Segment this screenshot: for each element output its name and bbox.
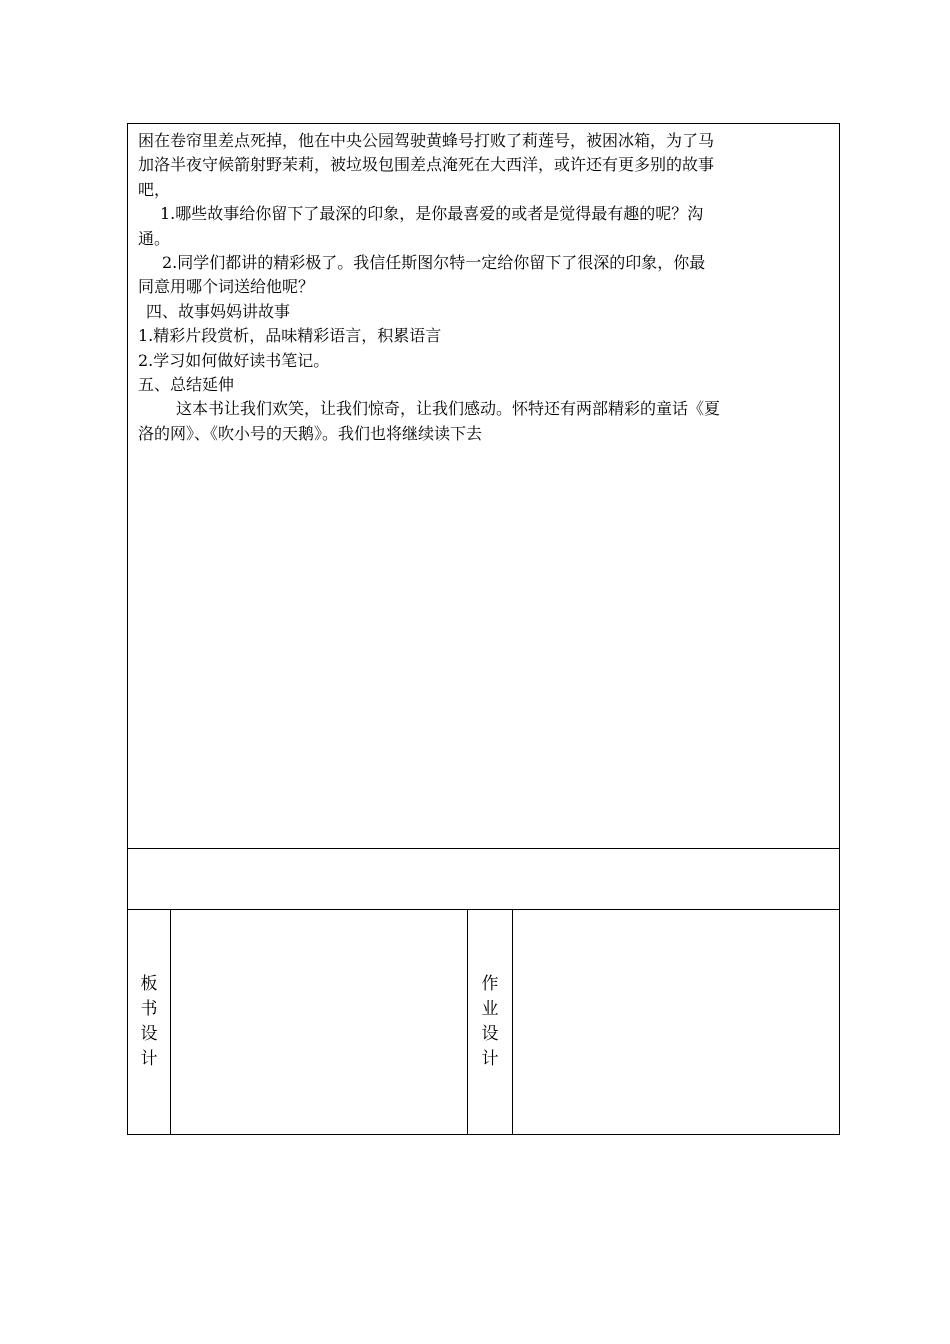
design-row: [128, 910, 839, 1134]
content-line: 吧，: [138, 179, 171, 199]
content-line: 这本书让我们欢笑，让我们惊奇，让我们感动。怀特还有两部精彩的童话《夏: [176, 399, 721, 419]
content-line: 2.学习如何做好读书笔记。: [138, 350, 330, 370]
section-heading: 五、总结延伸: [138, 375, 235, 395]
content-line: 困在卷帘里差点死掉，他在中央公园驾驶黄蜂号打败了莉莲号，被困冰箱，为了马: [138, 131, 715, 150]
content-line: 同意用哪个词送给他呢？: [138, 277, 315, 297]
homework-design-cell: [513, 910, 839, 1134]
content-line: 通。: [138, 228, 171, 248]
homework-design-label: 作业设计: [481, 974, 499, 1069]
section-heading: 四、故事妈妈讲故事: [146, 301, 291, 321]
content-line: 洛的网》、《吹小号的天鹅》。我们也将继续读下去: [138, 423, 483, 443]
content-line: 1.精彩片段赏析，品味精彩语言，积累语言: [138, 326, 442, 346]
lesson-plan-table: [127, 123, 840, 1135]
board-design-cell: [171, 910, 468, 1134]
blank-row: [128, 849, 839, 910]
content-line: 2.同学们都讲的精彩极了。我信任斯图尔特一定给你留下了很深的印象，你最: [162, 253, 706, 273]
board-design-label-cell: [128, 910, 171, 1134]
homework-design-label-cell: [468, 910, 513, 1134]
content-line: 1.哪些故事给你留下了最深的印象，是你最喜爱的或者是觉得最有趣的呢？沟: [160, 204, 704, 224]
lesson-content-cell: [128, 124, 839, 849]
content-line: 加洛半夜守候箭射野茉莉，被垃圾包围差点淹死在大西洋，或许还有更多别的故事: [138, 155, 715, 175]
board-design-label: 板书设计: [140, 974, 158, 1069]
